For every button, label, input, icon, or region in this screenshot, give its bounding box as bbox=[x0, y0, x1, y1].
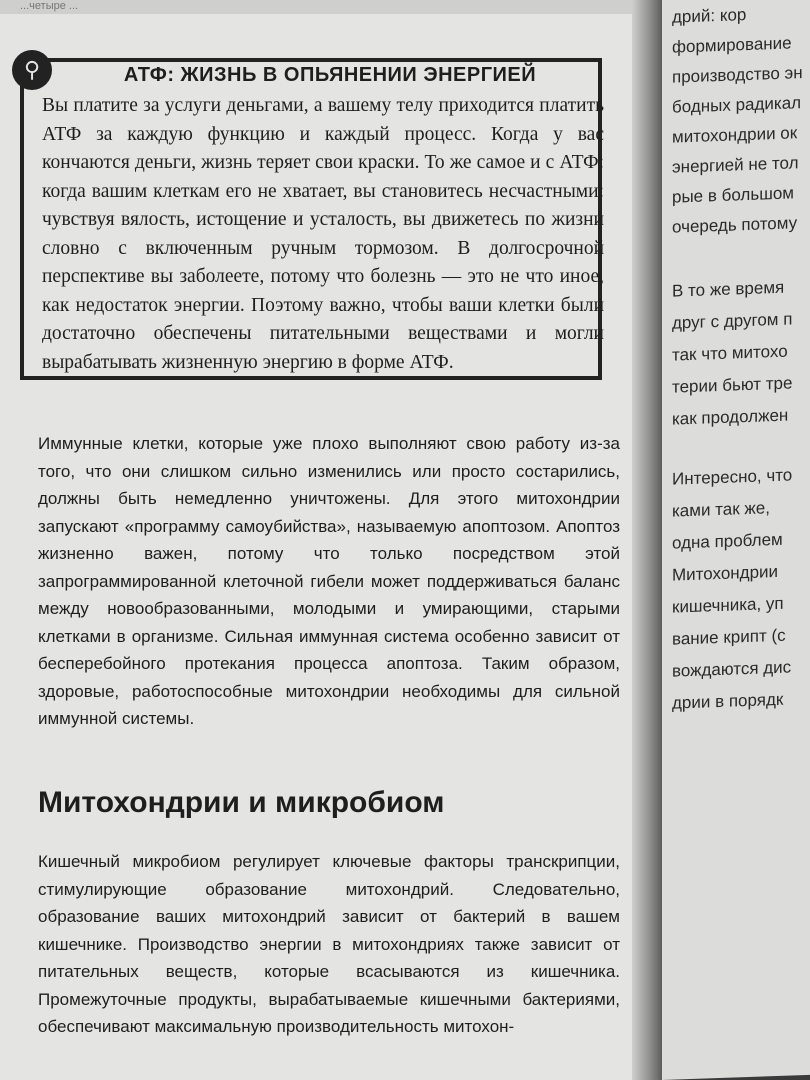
right-page-line: В то же время bbox=[672, 277, 785, 301]
right-page-line: митохондрии ок bbox=[672, 123, 798, 147]
top-edge-text: ...четыре ... bbox=[0, 0, 650, 14]
right-page-line: дрий: кор bbox=[672, 5, 747, 27]
right-page-line: одна проблем bbox=[672, 529, 783, 553]
magnifier-icon: ⚲ bbox=[12, 50, 52, 90]
right-page-line: формирование bbox=[672, 33, 792, 57]
right-page-line: Митохондрии bbox=[672, 561, 779, 585]
right-page-line: так что митохо bbox=[672, 341, 788, 365]
right-page-line: бодных радикал bbox=[672, 93, 802, 117]
sidebar-box-text: Вы платите за услуги деньгами, а вашему телу приходится платить АТФ за каждую функцию и каждый процесс. Когда у вас кончаются деньги, жизнь теряет свои краски. То же самое и с АТФ: когда вашим клеткам его не хватает, вы становитесь несчастными: чувствуя вялость, истощение и усталость, вы движетесь по жизни словно с включенным ручным тормозом. В долгосрочной перспективе вы заболеете, потому что болезнь — это не что иное, как недостаток энергии. Поэтому важно, чтобы ваши клетки были достаточно обеспечены питательными веществами и могли вырабатывать жизненную энергию в форме АТФ. bbox=[42, 95, 604, 373]
paragraph-microbiome: Кишечный микробиом регулирует ключевые факторы транскрипции, стимулирующие образование митохондрий. Следовательно, образование ваших митохондрий зависит от бактерий в вашем кишечнике. Производство энергии в митохондриях также зависит от питательных веществ, которые всасываются из кишечника. Промежуточные продукты, вырабатываемые кишечными бактериями, обеспечивают максимальную производительность митохон- bbox=[38, 852, 620, 1036]
paragraph-immune-cells: Иммунные клетки, которые уже плохо выполняют свою работу из-за того, что они слишком сильно изменились или просто состарились, должны быть немедленно уничтожены. Для этого митохондрии запускают «программу самоубийства», называемую апоптозом. Апоптоз жизненно важен, потому что только посредством этой запрограммированной клеточной гибели может поддерживаться баланс между новообразованными, молодыми и умирающими, старыми клетками в организме. Сильная иммунная система особенно зависит от бесперебойного протекания процесса апоптоза. Таким образом, здоровые, работоспособные митохондрии необходимы для сильной иммунной системы. bbox=[38, 434, 620, 728]
right-page bbox=[662, 0, 810, 1080]
right-page-line: кишечника, уп bbox=[672, 593, 784, 617]
right-page-line: друг с другом п bbox=[672, 309, 793, 333]
right-page-line: как продолжен bbox=[672, 405, 789, 429]
right-page-line: очередь потому bbox=[672, 213, 798, 237]
right-page-line: рые в большом bbox=[672, 183, 794, 207]
right-page-line: вание крипт (с bbox=[672, 625, 786, 649]
right-page-line: терии бьют тре bbox=[672, 373, 793, 397]
book-gutter bbox=[632, 0, 662, 1080]
section-heading: Митохондрии и микробиом bbox=[38, 786, 445, 819]
right-page-line: производство эн bbox=[672, 63, 803, 87]
right-page-line: Интересно, что bbox=[672, 465, 793, 489]
sidebar-box-title: АТФ: ЖИЗНЬ В ОПЬЯНЕНИИ ЭНЕРГИЕЙ bbox=[123, 64, 537, 86]
right-page-line: энергией не тол bbox=[672, 153, 799, 177]
right-page-line: ками так же, bbox=[672, 498, 770, 521]
right-page-line: дрии в порядк bbox=[672, 689, 784, 713]
right-page-line: вождаются дис bbox=[672, 657, 792, 681]
